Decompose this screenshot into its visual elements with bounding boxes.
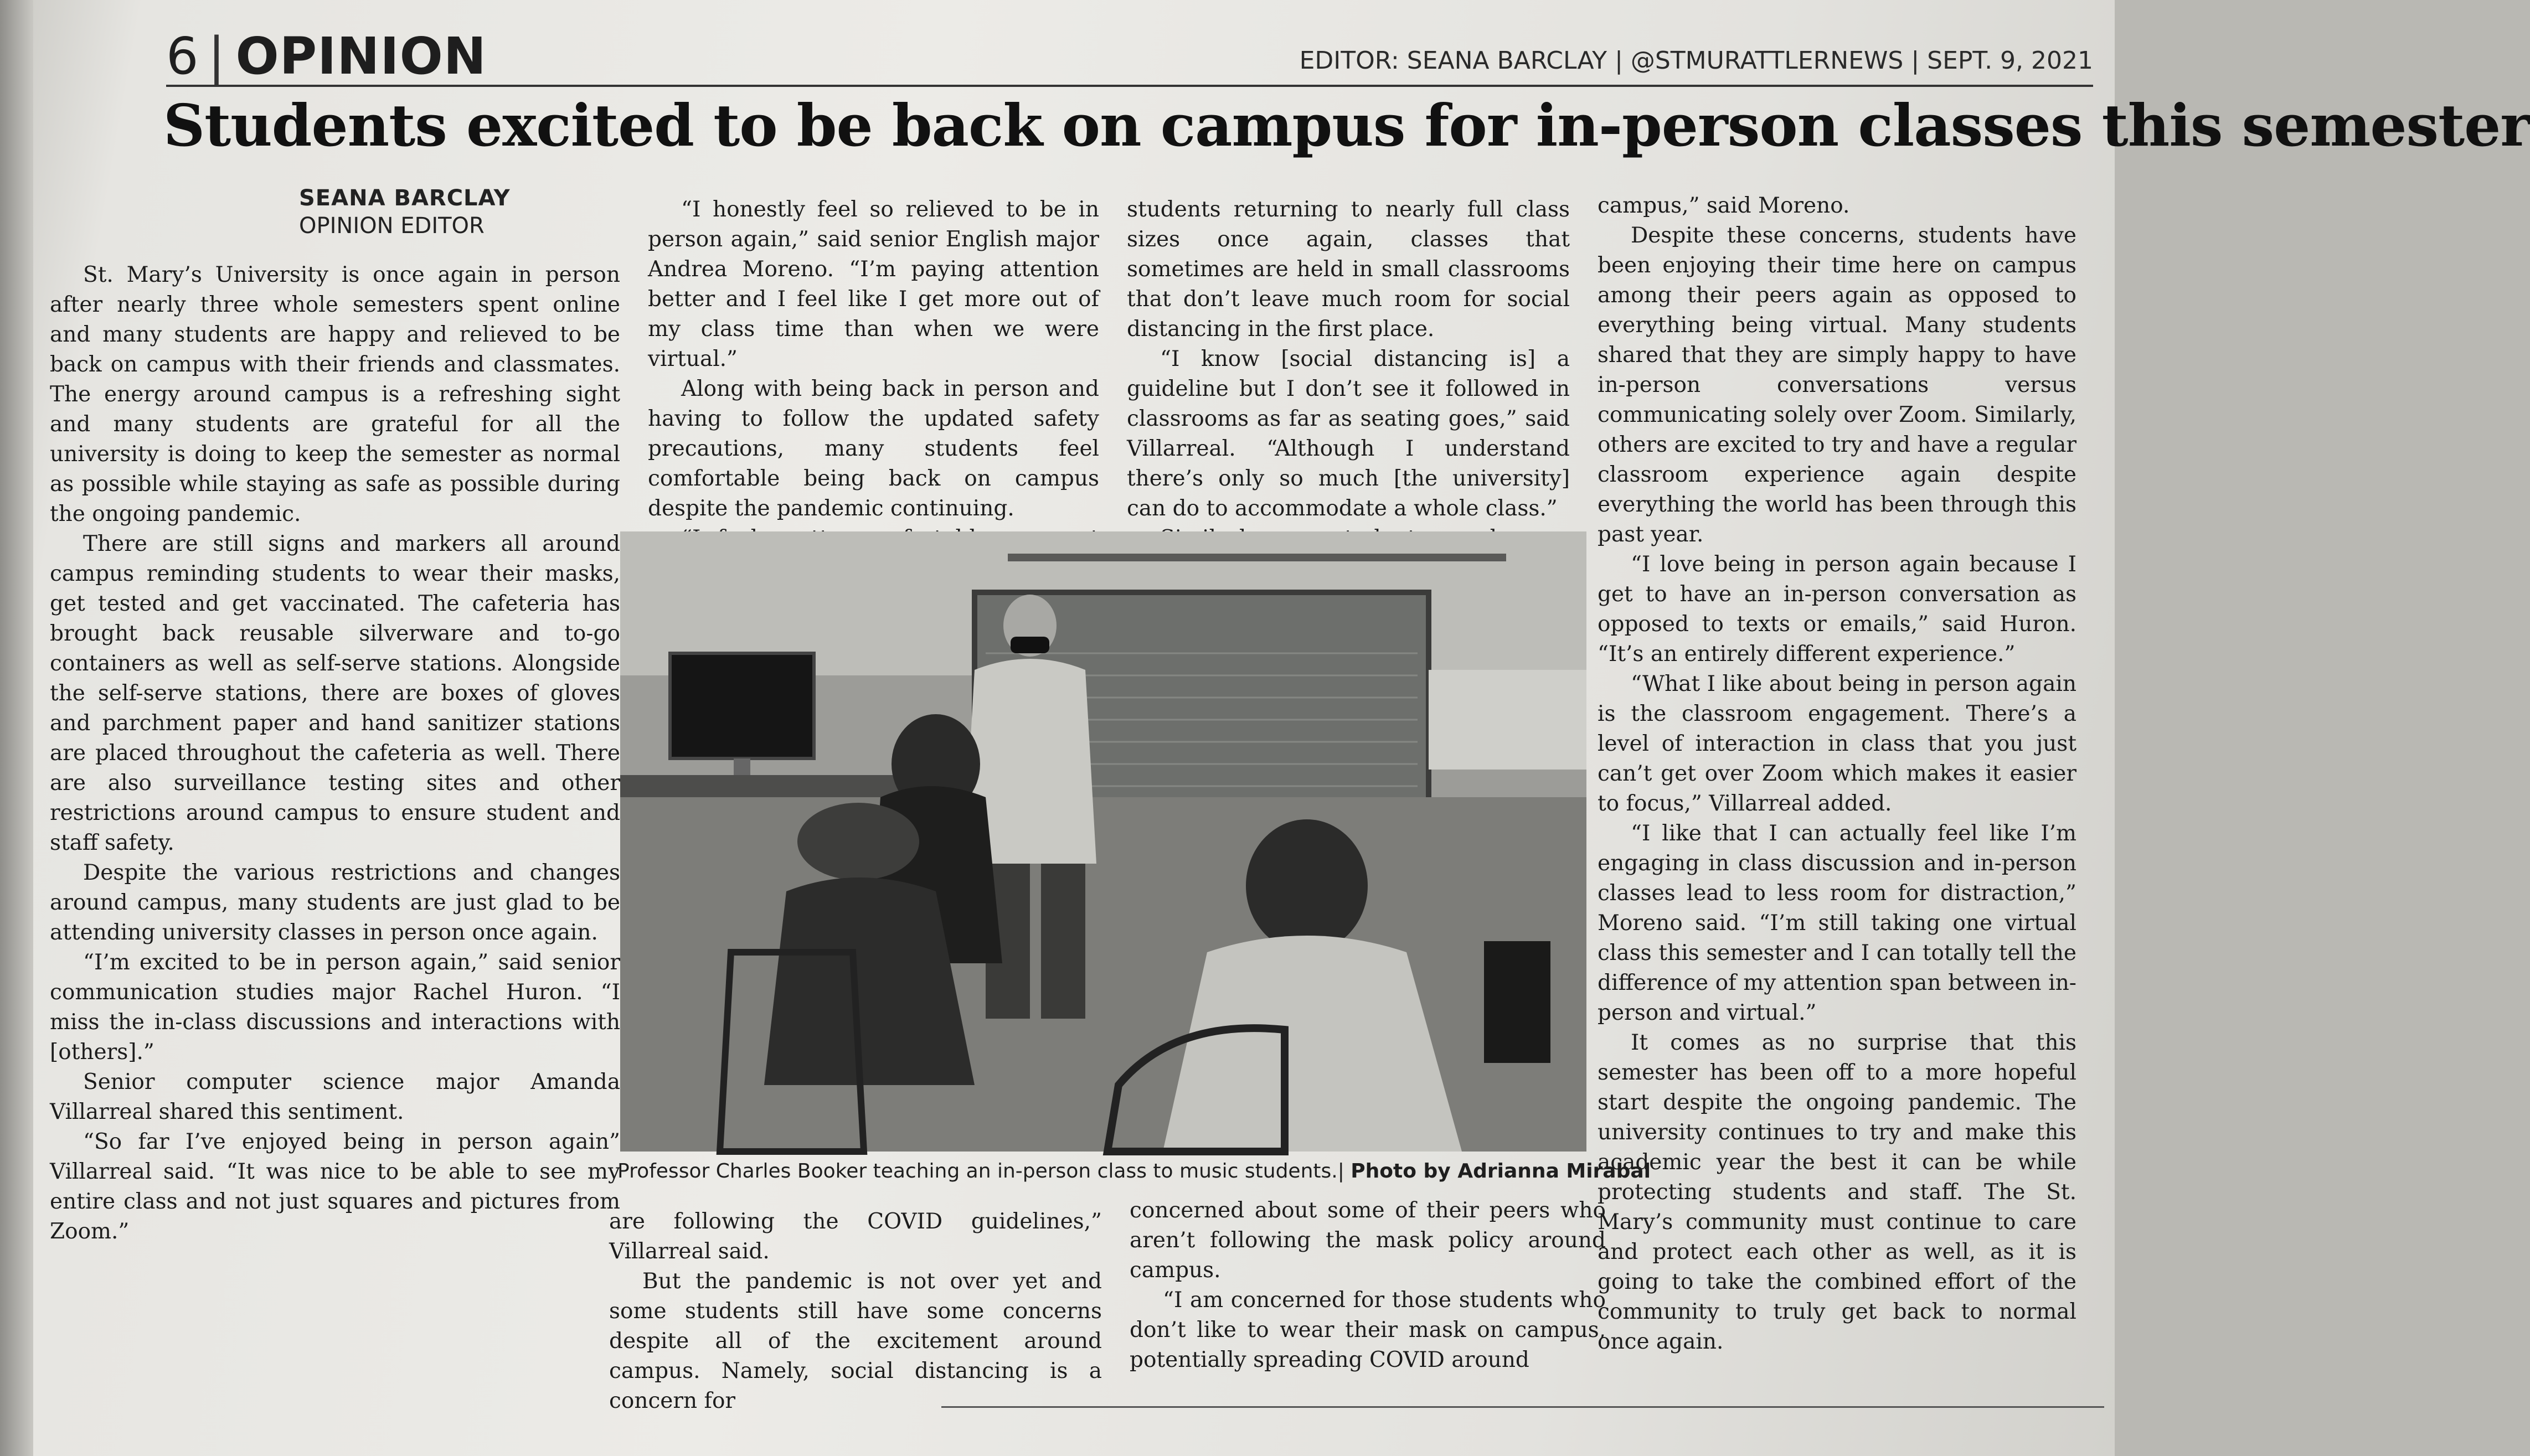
byline	[299, 185, 511, 239]
article-headline: Students excited to be back on campus for in-person classes this semester	[163, 91, 2530, 159]
paragraph: “What I like about being in person again is the classroom engagement. There’s a level of interaction in class that you just can’t get over Zoom which makes it easier to focus,” Villarreal added.	[1598, 672, 2076, 816]
column-4	[1598, 191, 2076, 1357]
paragraph: campus,” said Moreno.	[1598, 193, 1850, 218]
paragraph: “I like that I can actually feel like I’m engaging in class discussion and in-person classes lead to less room for distraction,” Moreno said. “I’m still taking one virtual class this semester and I can totally tell the difference of my attention span between in-person and virtual.”	[1598, 821, 2076, 1025]
bottom-rule	[941, 1406, 2104, 1408]
paragraph: are following the COVID guidelines,” Villarreal said.	[609, 1209, 1102, 1264]
photo-credit: Photo by Adrianna Mirabal	[1351, 1160, 1651, 1183]
section-name: OPINION	[235, 27, 487, 86]
paragraph: There are still signs and markers all around campus reminding students to wear their masks, get tested and get vaccinated. The cafeteria has brought back reusable silverware and to-go containers as well as self-serve stations. Alongside the self-serve stations, there are boxes of gloves and parchment paper and hand sanitizer stations are placed throughout the cafeteria as well. There are also surveillance testing sites and other restrictions around campus to ensure student and staff safety.	[50, 531, 620, 855]
column-2-bottom	[609, 1207, 1102, 1416]
caption-separator: |	[1337, 1160, 1344, 1183]
paragraph: Despite these concerns, students have been enjoying their time here on campus among their peers again as opposed to everything being virtual. Many students shared that they are simply happy to have in-person conversations versus communicating solely over Zoom. Similarly, others are excited to try and have a regular classroom experience again despite everything the world has been through this past year.	[1598, 223, 2077, 547]
column-3-top	[1127, 195, 1570, 554]
paragraph: “I’m excited to be in person again,” said senior communication studies major Rachel Huron. “I miss the in-class discussions and interactions with [others].”	[50, 950, 620, 1065]
page-number: 6	[166, 27, 199, 86]
column-2-top	[648, 195, 1099, 584]
page-fold-shadow	[0, 0, 33, 1456]
editor-credit: EDITOR: SEANA BARCLAY	[1299, 47, 1607, 75]
paragraph: “So far I’ve enjoyed being in person again” Villarreal said. “It was nice to be able to see my entire class and not just squares and pictures from Zoom.”	[50, 1129, 620, 1244]
column-3-bottom	[1130, 1196, 1606, 1375]
byline-name: SEANA BARCLAY	[299, 185, 511, 211]
paragraph: It comes as no surprise that this semester has been off to a more hopeful start despite the ongoing pandemic. The university continues to try and make this academic year the best it can be while protecting students and staff. The St. Mary’s community must continue to care and protect each other as well, as it is going to take the combined effort of the community to truly get back to normal once again.	[1598, 1030, 2076, 1354]
paragraph: Despite the various restrictions and changes around campus, many students are just glad to be attending university classes in person once again.	[50, 860, 620, 945]
page-number-separator: |	[208, 27, 226, 86]
paragraph: Along with being back in person and having to follow the updated safety precautions, many students feel comfortable being back on campus despite the pandemic continuing.	[648, 376, 1099, 521]
byline-role: OPINION EDITOR	[299, 213, 485, 239]
paragraph: “I honestly feel so relieved to be in person again,” said senior English major Andrea Moreno. “I’m paying attention better and I feel like I get more out of my class time than when we were virtual.”	[648, 197, 1099, 371]
paragraph: “I love being in person again because I get to have an in-person conversation as opposed to texts or emails,” said Huron. “It’s an entirely different experience.”	[1598, 552, 2076, 667]
paragraph: “I know [social distancing is] a guideline but I don’t see it followed in classrooms as far as seating goes,” said Villarreal. “Although I understand there’s only so much [the university] can do to accommodate a whole class.”	[1127, 347, 1570, 521]
classroom-photo	[620, 531, 1586, 1152]
paragraph: But the pandemic is not over yet and some students still have some concerns despite all of the excitement around campus. Namely, social distancing is a concern for	[609, 1269, 1102, 1413]
paragraph: St. Mary’s University is once again in person after nearly three whole semesters spent online and many students are happy and relieved to be back on campus with their friends and classmates. The energy around campus is a refreshing sight and many students are grateful for all the university is doing to keep the semester as normal as possible while staying as safe as possible during the ongoing pandemic.	[50, 262, 620, 526]
column-1	[50, 260, 620, 1247]
paragraph: concerned about some of their peers who aren’t following the mask policy around campus.	[1130, 1198, 1606, 1283]
meta-separator: |	[1911, 47, 1928, 75]
photo-caption	[617, 1160, 1651, 1183]
page-header	[166, 27, 2093, 87]
social-handle: @STMURATTLERNEWS	[1630, 47, 1904, 75]
caption-text: Professor Charles Booker teaching an in-person class to music students.	[617, 1160, 1338, 1183]
classroom-photo-illustration	[620, 531, 1586, 1152]
paragraph: students returning to nearly full class sizes once again, classes that sometimes are held in small classrooms that don’t leave much room for social distancing in the first place.	[1127, 197, 1570, 342]
paragraph: “I am concerned for those students who don’t like to wear their mask on campus, potentially spreading COVID around	[1130, 1288, 1606, 1372]
section-label	[166, 27, 487, 86]
paragraph: Senior computer science major Amanda Villarreal shared this sentiment.	[50, 1070, 620, 1124]
meta-separator: |	[1615, 47, 1631, 75]
issue-date: SEPT. 9, 2021	[1927, 47, 2093, 75]
header-meta	[1300, 47, 2093, 75]
